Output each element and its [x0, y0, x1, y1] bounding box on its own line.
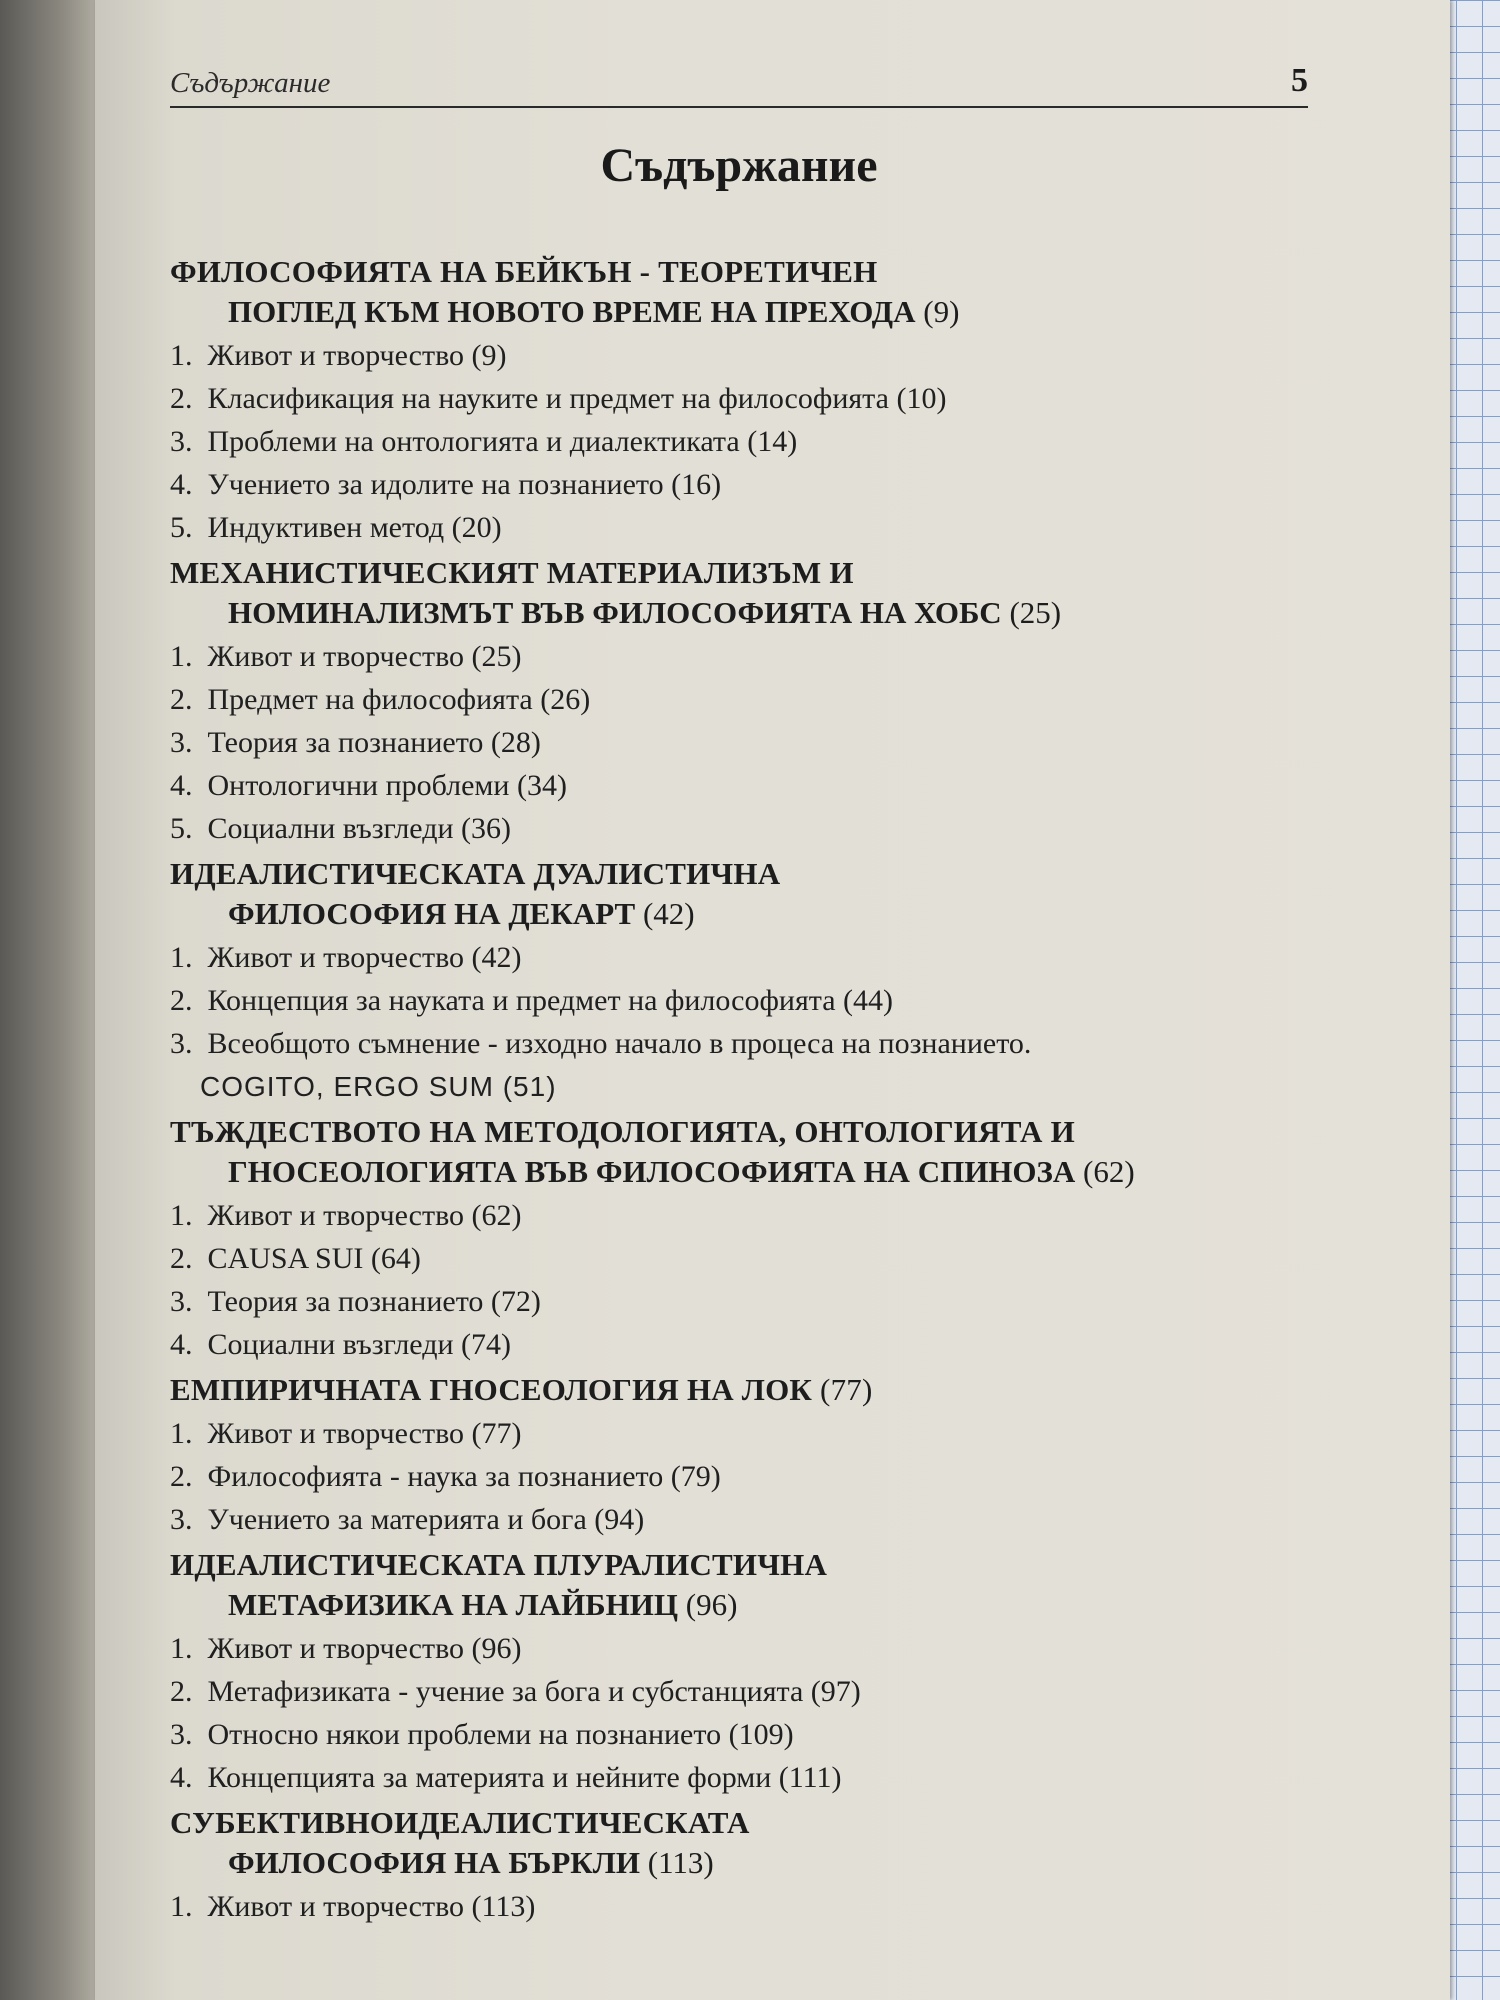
chapter-title-line2 — [170, 593, 1320, 633]
section-title: Социални възгледи (74) — [207, 1328, 512, 1361]
chapter-title-line2 — [170, 292, 1320, 332]
section-item — [170, 1498, 1320, 1541]
book-spine-edge — [0, 0, 100, 2000]
section-list — [170, 1885, 1320, 1928]
chapter-title-line1 — [170, 1545, 1320, 1585]
section-list — [170, 334, 1320, 549]
section-item — [170, 1455, 1320, 1498]
chapter-title-text: ФИЛОСОФИЯТА НА БЕЙКЪН - ТЕОРЕТИЧЕН — [170, 254, 878, 289]
section-number: 1. — [170, 1417, 193, 1450]
section-number: 4. — [170, 1761, 193, 1794]
chapter-title-text: ФИЛОСОФИЯ НА ДЕКАРТ — [228, 896, 636, 931]
section-title: Живот и творчество (77) — [207, 1417, 522, 1450]
section-number: 5. — [170, 812, 193, 845]
section-item — [170, 420, 1320, 463]
section-title: Живот и творчество (62) — [207, 1199, 522, 1232]
chapter-page-number: (42) — [642, 896, 695, 931]
section-title: Философията - наука за познанието (79) — [207, 1460, 721, 1493]
section-number: 3. — [170, 1027, 193, 1060]
chapter-page-number: (113) — [647, 1845, 714, 1880]
chapter-title-text: ТЪЖДЕСТВОТО НА МЕТОДОЛОГИЯТА, ОНТОЛОГИЯТА И — [170, 1114, 1075, 1149]
chapter-title-text: СУБЕКТИВНОИДЕАЛИСТИЧЕСКАТА — [170, 1805, 750, 1840]
section-number: 4. — [170, 769, 193, 802]
chapter-title-text: ГНОСЕОЛОГИЯТА ВЪВ ФИЛОСОФИЯТА НА СПИНОЗА — [228, 1154, 1076, 1189]
section-list — [170, 1627, 1320, 1799]
chapter-title-line1 — [170, 1370, 1320, 1410]
chapter-title-line1 — [170, 854, 1320, 894]
section-item — [170, 678, 1320, 721]
section-title: Концепция за науката и предмет на философията (44) — [207, 984, 894, 1017]
section-number: 1. — [170, 339, 193, 372]
section-number: 2. — [170, 1242, 193, 1275]
chapter-page-number: (9) — [923, 294, 960, 329]
section-number: 2. — [170, 984, 193, 1017]
section-number: 2. — [170, 683, 193, 716]
page-title: Съдържание — [600, 139, 878, 192]
section-title: Живот и творчество (113) — [207, 1890, 536, 1923]
section-item — [170, 334, 1320, 377]
book-page — [95, 0, 1450, 2000]
section-title: Всеобщото съмнение - изходно начало в процеса на познанието. — [207, 1027, 1032, 1060]
chapter-page-number: (25) — [1009, 595, 1062, 630]
section-item — [170, 635, 1320, 678]
section-number: 3. — [170, 726, 193, 759]
toc-chapter — [170, 1545, 1320, 1799]
chapter-title-line2 — [170, 894, 1320, 934]
chapter-title-text: ПОГЛЕД КЪМ НОВОТО ВРЕМЕ НА ПРЕХОДА — [228, 294, 916, 329]
section-item — [170, 1280, 1320, 1323]
section-title: Живот и творчество (9) — [207, 339, 507, 372]
section-list — [170, 1412, 1320, 1541]
section-title: Учението за материята и бога (94) — [207, 1503, 645, 1536]
chapter-title-text: ИДЕАЛИСТИЧЕСКАТА ДУАЛИСТИЧНА — [170, 856, 781, 891]
section-item — [170, 936, 1320, 979]
toc-chapter — [170, 252, 1320, 549]
running-header — [170, 58, 1308, 108]
toc-chapter — [170, 854, 1320, 1108]
section-number: 1. — [170, 941, 193, 974]
section-item — [170, 1627, 1320, 1670]
section-number: 3. — [170, 1503, 193, 1536]
chapter-title-line1 — [170, 553, 1320, 593]
section-item — [170, 1323, 1320, 1366]
section-item — [170, 1237, 1320, 1280]
section-title: Проблеми на онтологията и диалектиката (14) — [207, 425, 798, 458]
section-item — [170, 377, 1320, 420]
section-title: Метафизиката - учение за бога и субстанцията (97) — [207, 1675, 861, 1708]
chapter-page-number: (77) — [820, 1372, 873, 1407]
toc-chapter — [170, 1803, 1320, 1928]
toc-chapter — [170, 1370, 1320, 1541]
section-number: 2. — [170, 382, 193, 415]
section-title: Социални възгледи (36) — [207, 812, 512, 845]
section-title: Живот и творчество (96) — [207, 1632, 522, 1665]
section-title: Живот и творчество (25) — [207, 640, 522, 673]
section-item — [170, 1756, 1320, 1799]
chapter-title-text: ФИЛОСОФИЯ НА БЪРКЛИ — [228, 1845, 640, 1880]
chapter-title-line2 — [170, 1843, 1320, 1883]
chapter-title-line1 — [170, 1112, 1320, 1152]
section-number: 1. — [170, 640, 193, 673]
section-number: 2. — [170, 1675, 193, 1708]
section-number: 1. — [170, 1632, 193, 1665]
running-title: Съдържание — [170, 67, 331, 99]
page-number: 5 — [1291, 62, 1308, 99]
section-number: 5. — [170, 511, 193, 544]
chapter-title-text: ЕМПИРИЧНАТА ГНОСЕОЛОГИЯ НА ЛОК — [170, 1372, 813, 1407]
section-number: 3. — [170, 1285, 193, 1318]
section-title: Класификация на науките и предмет на философията (10) — [207, 382, 947, 415]
section-item — [170, 463, 1320, 506]
section-item — [170, 1194, 1320, 1237]
section-title: Индуктивен метод (20) — [207, 511, 502, 544]
section-title: Онтологични проблеми (34) — [207, 769, 567, 802]
section-title: Предмет на философията (26) — [207, 683, 591, 716]
section-title: Теория за познанието (72) — [207, 1285, 541, 1318]
chapter-page-number: (96) — [685, 1587, 738, 1622]
section-title: CAUSA SUI (64) — [207, 1242, 421, 1275]
section-number: 1. — [170, 1890, 193, 1923]
chapter-title-text: НОМИНАЛИЗМЪТ ВЪВ ФИЛОСОФИЯТА НА ХОБС — [228, 595, 1002, 630]
section-item — [170, 721, 1320, 764]
section-continuation: COGITO, ERGO SUM (51) — [200, 1071, 557, 1102]
section-number: 1. — [170, 1199, 193, 1232]
chapter-title-text: ИДЕАЛИСТИЧЕСКАТА ПЛУРАЛИСТИЧНА — [170, 1547, 828, 1582]
section-item — [170, 1713, 1320, 1756]
toc-chapter — [170, 553, 1320, 850]
section-list — [170, 635, 1320, 850]
section-item — [170, 807, 1320, 850]
section-number: 3. — [170, 1718, 193, 1751]
section-item — [170, 1885, 1320, 1928]
chapter-title-line1 — [170, 1803, 1320, 1843]
section-list — [170, 1194, 1320, 1366]
section-number: 2. — [170, 1460, 193, 1493]
chapter-title-line2 — [170, 1585, 1320, 1625]
chapter-title-text: МЕХАНИСТИЧЕСКИЯТ МАТЕРИАЛИЗЪМ И — [170, 555, 854, 590]
section-title: Концепцията за материята и нейните форми (111) — [207, 1761, 842, 1794]
section-title: Учението за идолите на познанието (16) — [207, 468, 722, 501]
table-of-contents — [170, 252, 1320, 1932]
chapter-page-number: (62) — [1083, 1154, 1135, 1189]
chapter-title-text: МЕТАФИЗИКА НА ЛАЙБНИЦ — [228, 1587, 679, 1622]
chapter-title-line1 — [170, 252, 1320, 292]
section-list — [170, 936, 1320, 1108]
section-item — [170, 979, 1320, 1022]
section-number: 3. — [170, 425, 193, 458]
section-number: 4. — [170, 1328, 193, 1361]
section-item — [170, 1022, 1320, 1065]
section-title: Теория за познанието (28) — [207, 726, 541, 759]
section-title: Относно някои проблеми на познанието (109) — [207, 1718, 794, 1751]
section-number: 4. — [170, 468, 193, 501]
section-item — [170, 506, 1320, 549]
section-item — [170, 764, 1320, 807]
toc-chapter — [170, 1112, 1320, 1366]
section-item — [170, 1412, 1320, 1455]
section-item — [170, 1670, 1320, 1713]
section-title: Живот и творчество (42) — [207, 941, 522, 974]
chapter-title-line2 — [170, 1152, 1320, 1192]
